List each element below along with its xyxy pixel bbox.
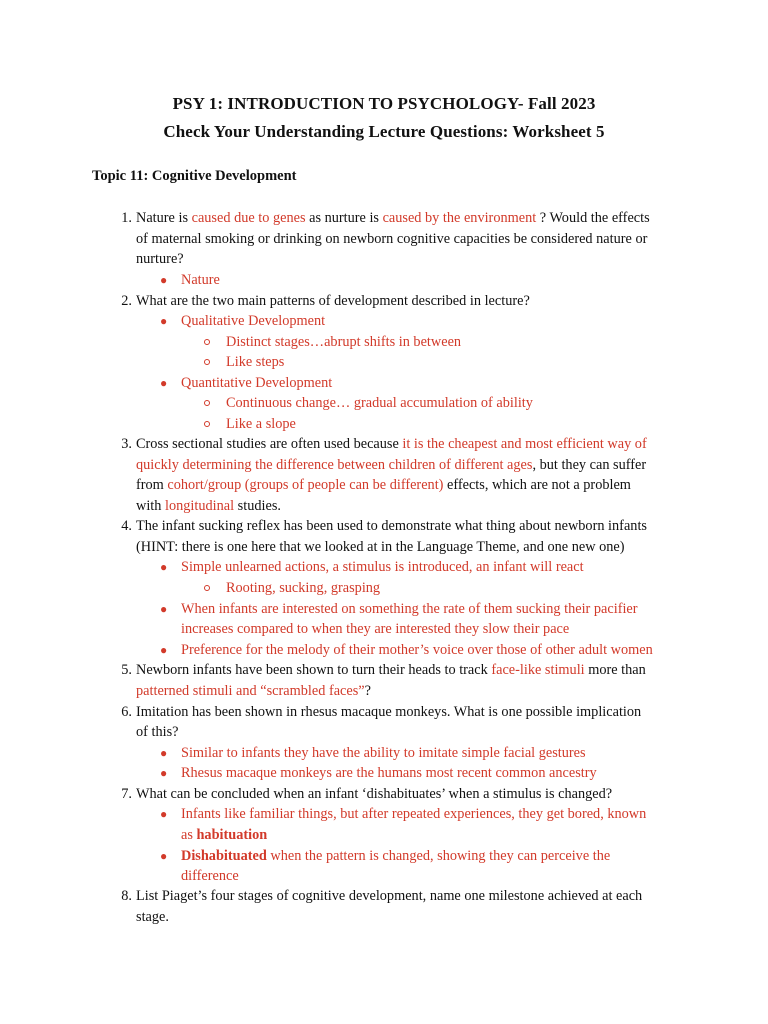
question-3-line-1: Cross sectional studies are often used because it is the cheapest and most efficient way of [136, 436, 647, 452]
question-number: 5. [121, 662, 132, 678]
question-8-line-2: stage. [136, 909, 169, 925]
question-2-text: What are the two main patterns of development described in lecture? [136, 293, 530, 309]
question-number: 6. [121, 704, 132, 720]
answer-4-item-3: Preference for the melody of their mother’s voice over those of other adult women [181, 642, 653, 658]
question-number: 8. [121, 888, 132, 904]
circle-bullet-icon [204, 400, 210, 406]
bullet-icon: ● [160, 602, 168, 616]
question-number: 4. [121, 518, 132, 534]
question-6-line-1: Imitation has been shown in rhesus macaque monkeys. What is one possible implication [136, 704, 642, 720]
question-3-line-3: from cohort/group (groups of people can be different) effects, which are not a problem [136, 477, 631, 493]
page-subtitle: Check Your Understanding Lecture Questions: Worksheet 5 [163, 122, 605, 141]
question-6-line-2: of this? [136, 724, 179, 740]
answer-6-item-2: Rhesus macaque monkeys are the humans most recent common ancestry [181, 765, 597, 781]
bullet-icon: ● [160, 376, 168, 390]
bullet-icon: ● [160, 560, 168, 574]
answer-7-item-1-line-1: Infants like familiar things, but after repeated experiences, they get bored, known [181, 806, 647, 822]
answer-2-sub-4: Like a slope [226, 416, 296, 432]
answer-2-sub-3: Continuous change… gradual accumulation of ability [226, 395, 533, 411]
question-number: 1. [121, 210, 132, 226]
answer-6-item-1: Similar to infants they have the ability to imitate simple facial gestures [181, 745, 586, 761]
question-4-line-1: The infant sucking reflex has been used to demonstrate what thing about newborn infants [136, 518, 647, 534]
bullet-icon: ● [160, 643, 168, 657]
question-5-line-2: patterned stimuli and “scrambled faces”? [136, 683, 372, 699]
answer-2-item-2: Quantitative Development [181, 375, 333, 391]
question-4-line-2: (HINT: there is one here that we looked at in the Language Theme, and one new one) [136, 539, 625, 555]
question-number: 3. [121, 436, 132, 452]
bullet-icon: ● [160, 766, 168, 780]
question-1-line-1: Nature is caused due to genes as nurture is caused by the environment ? Would the effects [136, 210, 650, 226]
question-8-line-1: List Piaget’s four stages of cognitive development, name one milestone achieved at each [136, 888, 643, 904]
circle-bullet-icon [204, 585, 210, 591]
answer-4-item-2-line-2: increases compared to when they are interested they slow their pace [181, 621, 570, 637]
answer-7-item-2-line-2: difference [181, 868, 239, 884]
circle-bullet-icon [204, 421, 210, 427]
answer-1: Nature [181, 272, 220, 288]
question-7-line-1: What can be concluded when an infant ‘dishabituates’ when a stimulus is changed? [136, 786, 613, 802]
topic-heading: Topic 11: Cognitive Development [92, 168, 297, 184]
answer-4-item-1: Simple unlearned actions, a stimulus is introduced, an infant will react [181, 559, 584, 575]
bullet-icon: ● [160, 273, 168, 287]
answer-7-item-1-line-2: as habituation [181, 827, 268, 843]
bullet-icon: ● [160, 746, 168, 760]
question-3-line-4: with longitudinal studies. [136, 498, 281, 514]
question-number: 2. [121, 293, 132, 309]
page-title: PSY 1: INTRODUCTION TO PSYCHOLOGY- Fall 2023 [172, 94, 596, 113]
bullet-icon: ● [160, 807, 168, 821]
question-number: 7. [121, 786, 132, 802]
question-1-line-2: of maternal smoking or drinking on newborn cognitive capacities be considered nature or [136, 231, 648, 247]
question-1-line-3: nurture? [136, 251, 184, 267]
answer-4-sub-1: Rooting, sucking, grasping [226, 580, 381, 596]
question-5-line-1: Newborn infants have been shown to turn their heads to track face-like stimuli more than [136, 662, 646, 678]
answer-2-item-1: Qualitative Development [181, 313, 326, 329]
answer-4-item-2-line-1: When infants are interested on something the rate of them sucking their pacifier [181, 601, 638, 617]
bullet-icon: ● [160, 314, 168, 328]
answer-2-sub-1: Distinct stages…abrupt shifts in between [226, 334, 462, 350]
answer-7-item-2-line-1: Dishabituated when the pattern is changed, showing they can perceive the [181, 848, 611, 864]
answer-2-sub-2: Like steps [226, 354, 285, 370]
circle-bullet-icon [204, 359, 210, 365]
circle-bullet-icon [204, 339, 210, 345]
bullet-icon: ● [160, 849, 168, 863]
question-3-line-2: quickly determining the difference between children of different ages, but they can suffer [136, 457, 647, 473]
